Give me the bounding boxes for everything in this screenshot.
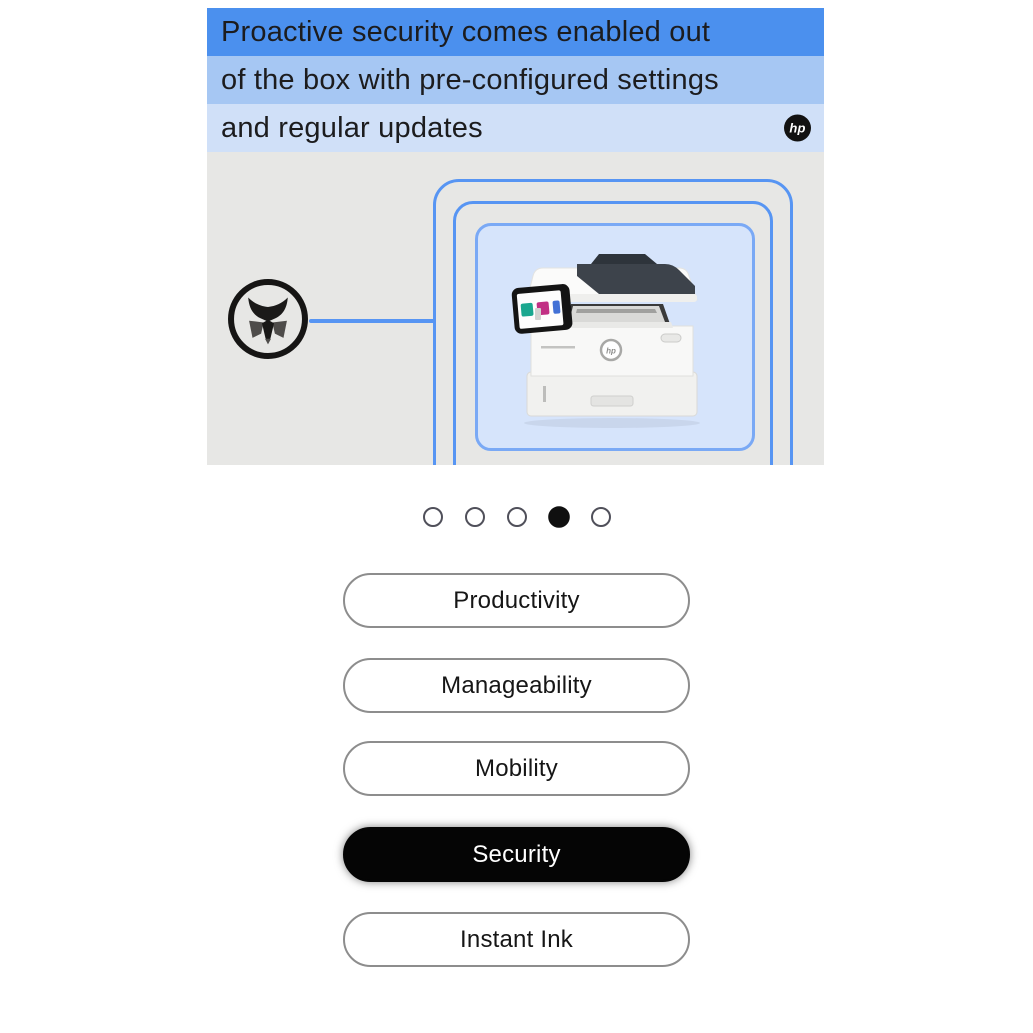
headline-text-2: of the box with pre-configured settings: [221, 63, 719, 96]
hero-illustration: [207, 152, 824, 465]
printer-hp-roundel-text: hp: [606, 346, 616, 356]
headline-text-1: Proactive security comes enabled out: [221, 15, 711, 48]
hp-logo: [784, 115, 811, 142]
hp-logo-text: hp: [789, 120, 806, 136]
headline-line-1: [207, 8, 824, 56]
tab-mobility[interactable]: Mobility: [343, 741, 690, 796]
tab-productivity[interactable]: Productivity: [343, 573, 690, 628]
tab-instant-ink[interactable]: Instant Ink: [343, 912, 690, 967]
carousel-dot-5[interactable]: [591, 507, 611, 527]
tab-security[interactable]: Security: [343, 827, 690, 882]
carousel-dots: [0, 507, 1033, 527]
hp-wolf-security-icon: [225, 276, 311, 362]
carousel-dot-2[interactable]: [465, 507, 485, 527]
carousel-dot-1[interactable]: [423, 507, 443, 527]
headline-text-3: and regular updates: [221, 111, 483, 144]
headline-line-2: [207, 56, 824, 104]
connector-line: [309, 319, 435, 323]
carousel-dot-3[interactable]: [507, 507, 527, 527]
hero-slide-security: [207, 8, 824, 465]
hp-laserjet-printer-image: [507, 242, 717, 432]
carousel-dot-4[interactable]: [548, 506, 570, 528]
tab-manageability[interactable]: Manageability: [343, 658, 690, 713]
headline-line-3: [207, 104, 824, 152]
